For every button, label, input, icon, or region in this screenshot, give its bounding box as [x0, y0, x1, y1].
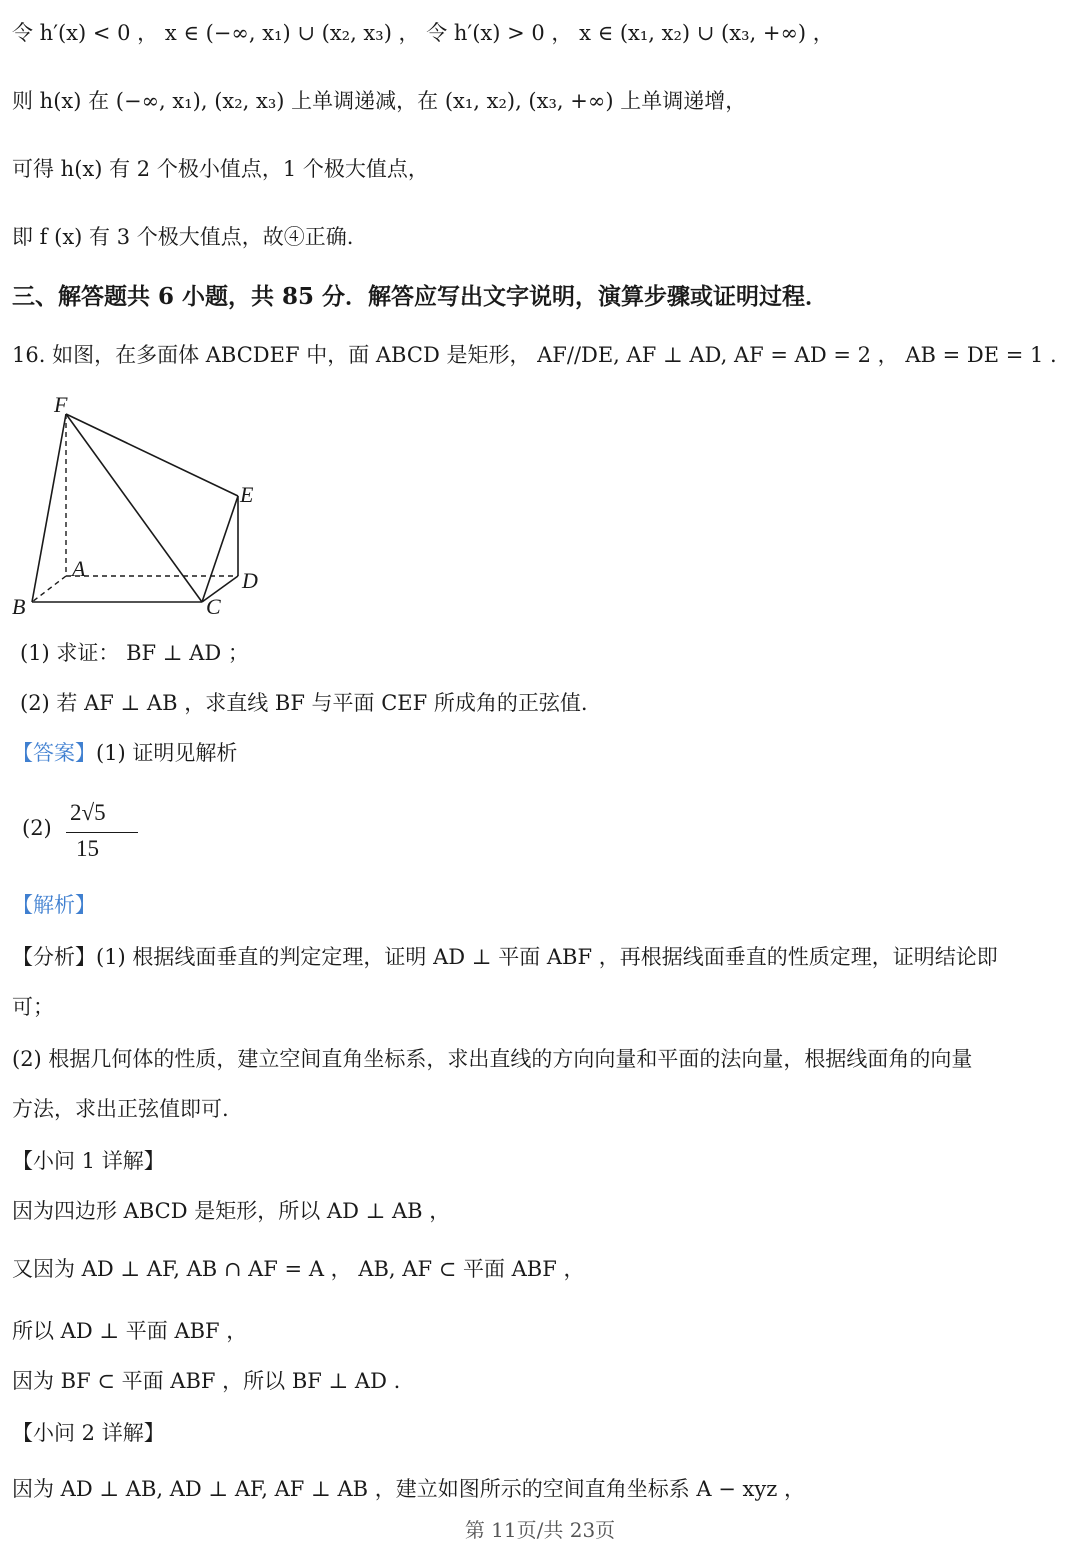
analysis-tag: 【解析】: [12, 893, 96, 917]
detail-2-heading: 【小问 2 详解】: [12, 1421, 165, 1445]
edge-ce: [202, 496, 238, 602]
answer-part1: (1) 证明见解析: [96, 741, 238, 765]
detail-1-heading: 【小问 1 详解】: [12, 1149, 165, 1173]
fraction-denominator: 15: [76, 836, 99, 861]
answer-tag: 【答案】: [12, 741, 96, 765]
answer-line: [12, 736, 237, 770]
polyhedron-figure: [10, 392, 280, 624]
detail-2-step-1: 因为 AD ⊥ AB, AD ⊥ AF, AF ⊥ AB ，建立如图所示的空间直角坐标系 A − xyz ，: [12, 1477, 805, 1501]
question-1: (1) 求证： BF ⊥ AD ；: [20, 641, 249, 665]
label-b: B: [12, 594, 26, 619]
edge-fc: [66, 414, 202, 602]
answer-part2-label: (2): [22, 816, 52, 840]
fraction-bar: [66, 832, 138, 833]
detail-1-step-4: 因为 BF ⊂ 平面 ABF ，所以 BF ⊥ AD .: [12, 1369, 401, 1393]
analysis-1-line-1: 【分析】(1) 根据线面垂直的判定定理，证明 AD ⊥ 平面 ABF ，再根据线面垂直的性质定理，证明结论即: [12, 945, 998, 969]
text-line-3: 可得 h(x) 有 2 个极小值点，1 个极大值点，: [12, 157, 429, 181]
section-heading: 三、解答题共 6 小题，共 85 分．解答应写出文字说明，演算步骤或证明过程．: [12, 283, 829, 310]
question-2: (2) 若 AF ⊥ AB ，求直线 BF 与平面 CEF 所成角的正弦值.: [20, 691, 588, 715]
text-line-4: 即 f (x) 有 3 个极大值点，故④正确.: [12, 225, 354, 249]
label-c: C: [206, 594, 221, 619]
label-d: D: [242, 568, 258, 593]
fraction-numerator: 2√5: [70, 800, 106, 825]
detail-1-step-3: 所以 AD ⊥ 平面 ABF ，: [12, 1319, 248, 1343]
label-e: E: [240, 482, 254, 507]
text-line-2: 则 h(x) 在 (−∞, x₁), (x₂, x₃) 上单调递减，在 (x₁, x₂), (x₃, +∞) 上单调递增，: [12, 89, 747, 113]
analysis-2-line-1: (2) 根据几何体的性质，建立空间直角坐标系，求出直线的方向向量和平面的法向量，根据线面角的向量: [12, 1047, 973, 1071]
label-a: A: [72, 556, 86, 581]
analysis-2-line-2: 方法，求出正弦值即可.: [12, 1097, 229, 1121]
detail-1-step-1: 因为四边形 ABCD 是矩形，所以 AD ⊥ AB ，: [12, 1199, 451, 1223]
label-f: F: [54, 392, 68, 417]
analysis-1-line-2: 可；: [12, 995, 54, 1019]
edge-ab-hidden: [32, 576, 66, 602]
problem-statement: 16. 如图，在多面体 ABCDEF 中，面 ABCD 是矩形， AF//DE, AF ⊥ AD, AF = AD = 2 ， AB = DE = 1 .: [12, 343, 1057, 367]
edge-fe: [66, 414, 238, 496]
page-footer: 第 11页/共 23页: [464, 1518, 616, 1542]
detail-1-step-2: 又因为 AD ⊥ AF, AB ∩ AF = A ， AB, AF ⊂ 平面 ABF ，: [12, 1257, 585, 1281]
edge-fb: [32, 414, 66, 602]
text-line-1: 令 h′(x) < 0 ， x ∈ (−∞, x₁) ∪ (x₂, x₃) ， 令 h′(x) > 0 ， x ∈ (x₁, x₂) ∪ (x₃, +∞) ，: [12, 21, 834, 45]
